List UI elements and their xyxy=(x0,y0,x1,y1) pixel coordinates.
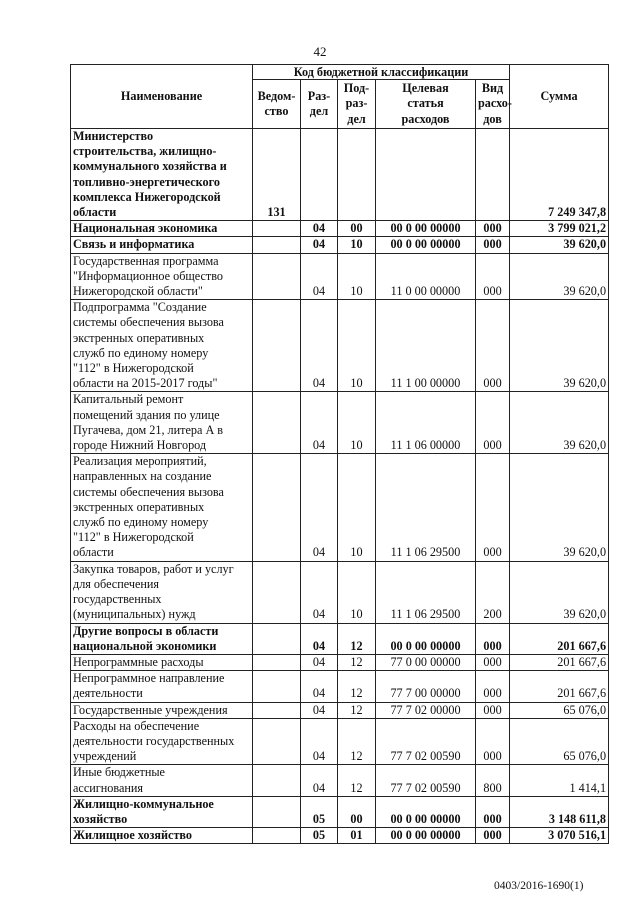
row-vedom-cell xyxy=(253,454,301,561)
row-podrazdel-cell: 00 xyxy=(338,221,376,237)
row-name-cell: Расходы на обеспечение деятельности государственных учреждений xyxy=(71,718,253,765)
row-vid-cell: 000 xyxy=(476,300,510,392)
row-vid-cell: 000 xyxy=(476,454,510,561)
row-stat-cell xyxy=(376,129,476,221)
table-row xyxy=(71,796,609,827)
row-name-cell: Непрограммные расходы xyxy=(71,654,253,670)
row-razdel-cell: 04 xyxy=(301,237,338,253)
row-podrazdel-cell: 01 xyxy=(338,828,376,844)
row-stat-cell: 00 0 00 00000 xyxy=(376,796,476,827)
row-vid-cell: 000 xyxy=(476,796,510,827)
row-sum-cell: 1 414,1 xyxy=(510,765,609,796)
row-name-cell: Закупка товаров, работ и услуг для обеспечения государственных (муниципальных) нужд xyxy=(71,561,253,623)
header-vid: Вид расхо- дов xyxy=(476,80,510,129)
row-vid-cell: 000 xyxy=(476,392,510,454)
row-stat-cell: 77 7 00 00000 xyxy=(376,671,476,702)
row-vedom-cell xyxy=(253,654,301,670)
row-name-cell: Иные бюджетные ассигнования xyxy=(71,765,253,796)
row-sum-cell: 3 148 611,8 xyxy=(510,796,609,827)
row-podrazdel-cell xyxy=(338,129,376,221)
row-stat-cell: 11 1 06 29500 xyxy=(376,454,476,561)
row-podrazdel-cell: 10 xyxy=(338,454,376,561)
row-razdel-cell: 04 xyxy=(301,392,338,454)
row-razdel-cell: 04 xyxy=(301,718,338,765)
row-name-cell: Другие вопросы в области национальной экономики xyxy=(71,623,253,654)
header-stat: Целевая статья расходов xyxy=(376,80,476,129)
row-podrazdel-cell: 10 xyxy=(338,253,376,300)
row-razdel-cell: 04 xyxy=(301,300,338,392)
row-vid-cell xyxy=(476,129,510,221)
row-vedom-cell xyxy=(253,623,301,654)
row-name-cell: Жилищное хозяйство xyxy=(71,828,253,844)
row-name-cell: Реализация мероприятий, направленных на создание системы обеспечения вызова экстренных оперативных служб по единому номеру "112" в Нижегородской области xyxy=(71,454,253,561)
row-vid-cell: 000 xyxy=(476,623,510,654)
row-razdel-cell: 04 xyxy=(301,561,338,623)
page-number: 42 xyxy=(313,44,327,59)
row-vedom-cell xyxy=(253,718,301,765)
row-vedom-cell xyxy=(253,828,301,844)
row-vedom-cell xyxy=(253,561,301,623)
row-podrazdel-cell: 12 xyxy=(338,623,376,654)
row-vid-cell: 000 xyxy=(476,654,510,670)
row-razdel-cell: 05 xyxy=(301,796,338,827)
row-sum-cell: 201 667,6 xyxy=(510,671,609,702)
table-row xyxy=(71,671,609,702)
header-name: Наименование xyxy=(71,65,253,129)
header-podrazdel: Под- раз- дел xyxy=(338,80,376,129)
row-vedom-cell xyxy=(253,392,301,454)
row-razdel-cell: 04 xyxy=(301,221,338,237)
table-row xyxy=(71,702,609,718)
row-sum-cell: 39 620,0 xyxy=(510,392,609,454)
row-name-cell: Жилищно-коммунальное хозяйство xyxy=(71,796,253,827)
row-podrazdel-cell: 10 xyxy=(338,300,376,392)
row-vedom-cell xyxy=(253,702,301,718)
row-razdel-cell: 05 xyxy=(301,828,338,844)
row-podrazdel-cell: 10 xyxy=(338,237,376,253)
row-podrazdel-cell: 12 xyxy=(338,702,376,718)
row-razdel-cell: 04 xyxy=(301,702,338,718)
table-row xyxy=(71,718,609,765)
header-sum: Сумма xyxy=(510,65,609,129)
row-podrazdel-cell: 10 xyxy=(338,561,376,623)
row-sum-cell: 65 076,0 xyxy=(510,718,609,765)
row-sum-cell: 7 249 347,8 xyxy=(510,129,609,221)
row-razdel-cell: 04 xyxy=(301,253,338,300)
table-row xyxy=(71,623,609,654)
row-vid-cell: 000 xyxy=(476,671,510,702)
row-stat-cell: 11 1 06 00000 xyxy=(376,392,476,454)
row-razdel-cell: 04 xyxy=(301,765,338,796)
table-row xyxy=(71,828,609,844)
header-classification-group: Код бюджетной классификации xyxy=(253,65,510,80)
row-sum-cell: 39 620,0 xyxy=(510,253,609,300)
row-name-cell: Государственные учреждения xyxy=(71,702,253,718)
row-razdel-cell: 04 xyxy=(301,623,338,654)
table-row xyxy=(71,454,609,561)
row-sum-cell: 201 667,6 xyxy=(510,623,609,654)
row-stat-cell: 77 7 02 00590 xyxy=(376,765,476,796)
row-sum-cell: 39 620,0 xyxy=(510,454,609,561)
row-vid-cell: 000 xyxy=(476,237,510,253)
table-row xyxy=(71,221,609,237)
row-vid-cell: 000 xyxy=(476,718,510,765)
row-podrazdel-cell: 12 xyxy=(338,765,376,796)
row-razdel-cell: 04 xyxy=(301,671,338,702)
row-vedom-cell xyxy=(253,300,301,392)
row-stat-cell: 00 0 00 00000 xyxy=(376,623,476,654)
budget-table xyxy=(70,64,609,844)
row-vedom-cell xyxy=(253,765,301,796)
table-row xyxy=(71,392,609,454)
row-name-cell: Непрограммное направление деятельности xyxy=(71,671,253,702)
row-vedom-cell: 131 xyxy=(253,129,301,221)
row-stat-cell: 00 0 00 00000 xyxy=(376,237,476,253)
table-row xyxy=(71,253,609,300)
table-row xyxy=(71,654,609,670)
row-podrazdel-cell: 00 xyxy=(338,796,376,827)
row-stat-cell: 77 7 02 00000 xyxy=(376,702,476,718)
table-row xyxy=(71,129,609,221)
row-stat-cell: 77 7 02 00590 xyxy=(376,718,476,765)
row-razdel-cell: 04 xyxy=(301,654,338,670)
row-stat-cell: 77 0 00 00000 xyxy=(376,654,476,670)
row-vid-cell: 800 xyxy=(476,765,510,796)
row-vedom-cell xyxy=(253,237,301,253)
row-stat-cell: 11 1 00 00000 xyxy=(376,300,476,392)
row-sum-cell: 3 070 516,1 xyxy=(510,828,609,844)
row-name-cell: Министерство строительства, жилищно- коммунального хозяйства и топливно-энергетического комплекса Нижегородской области xyxy=(71,129,253,221)
row-vid-cell: 000 xyxy=(476,828,510,844)
row-stat-cell: 11 1 06 29500 xyxy=(376,561,476,623)
row-razdel-cell xyxy=(301,129,338,221)
row-vid-cell: 000 xyxy=(476,221,510,237)
row-vedom-cell xyxy=(253,253,301,300)
row-stat-cell: 11 0 00 00000 xyxy=(376,253,476,300)
table-row xyxy=(71,237,609,253)
row-vid-cell: 000 xyxy=(476,702,510,718)
row-sum-cell: 201 667,6 xyxy=(510,654,609,670)
row-name-cell: Связь и информатика xyxy=(71,237,253,253)
row-podrazdel-cell: 12 xyxy=(338,671,376,702)
row-stat-cell: 00 0 00 00000 xyxy=(376,221,476,237)
row-sum-cell: 39 620,0 xyxy=(510,300,609,392)
document-code: 0403/2016-1690(1) xyxy=(494,880,584,892)
row-sum-cell: 39 620,0 xyxy=(510,561,609,623)
header-razdel: Раз- дел xyxy=(301,80,338,129)
row-sum-cell: 39 620,0 xyxy=(510,237,609,253)
header-vedom: Ведом- ство xyxy=(253,80,301,129)
row-podrazdel-cell: 12 xyxy=(338,654,376,670)
row-sum-cell: 65 076,0 xyxy=(510,702,609,718)
table-row xyxy=(71,765,609,796)
row-vedom-cell xyxy=(253,221,301,237)
row-vid-cell: 200 xyxy=(476,561,510,623)
row-razdel-cell: 04 xyxy=(301,454,338,561)
row-name-cell: Подпрограмма "Создание системы обеспечения вызова экстренных оперативных служб по единому номеру "112" в Нижегородской области на 2015-2017 годы" xyxy=(71,300,253,392)
row-vedom-cell xyxy=(253,671,301,702)
row-podrazdel-cell: 10 xyxy=(338,392,376,454)
row-name-cell: Государственная программа "Информационное общество Нижегородской области" xyxy=(71,253,253,300)
row-stat-cell: 00 0 00 00000 xyxy=(376,828,476,844)
row-sum-cell: 3 799 021,2 xyxy=(510,221,609,237)
table-row xyxy=(71,300,609,392)
row-name-cell: Национальная экономика xyxy=(71,221,253,237)
table-row xyxy=(71,561,609,623)
row-name-cell: Капитальный ремонт помещений здания по улице Пугачева, дом 21, литера А в городе Нижний Новгород xyxy=(71,392,253,454)
row-vedom-cell xyxy=(253,796,301,827)
row-podrazdel-cell: 12 xyxy=(338,718,376,765)
row-vid-cell: 000 xyxy=(476,253,510,300)
